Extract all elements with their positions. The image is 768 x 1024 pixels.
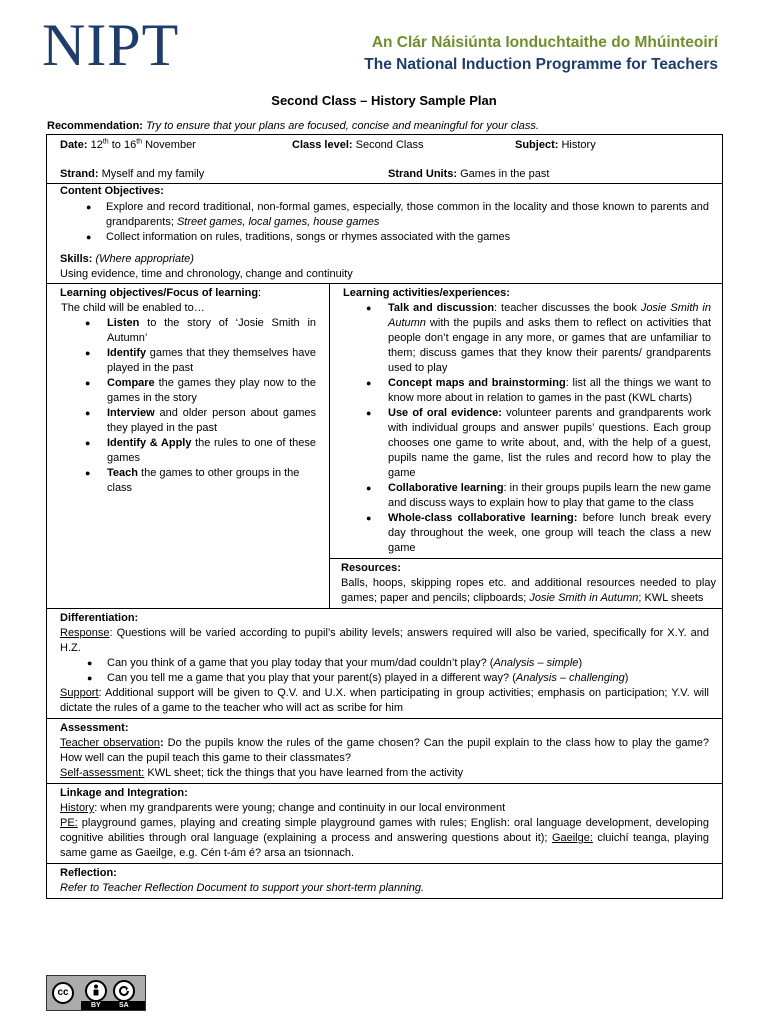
objective-text: Collect information on rules, traditions, songs or rhymes associated with the games — [106, 231, 511, 243]
gaeilge-text: cluichí teanga, playing same game as Gaeilge, e.g. Cén t-ám é? arsa an tsionnach. — [60, 832, 709, 859]
linkage-section — [47, 784, 722, 864]
info-section — [47, 135, 722, 184]
differentiation-label: Differentiation: — [60, 612, 139, 624]
objective-text: and older person about games they played in the past — [107, 407, 316, 434]
objective-verb: Interview — [107, 407, 155, 419]
date-month: November — [142, 139, 196, 151]
list-item — [60, 406, 316, 436]
strand-value: Myself and my family — [101, 168, 205, 180]
tagline-irish: An Clár Náisiúnta Ionduchtaithe do Mhúinteoirí — [371, 34, 718, 51]
info-row-2 — [60, 167, 709, 182]
learning-objectives-colon: : — [258, 287, 262, 299]
response-label: Response — [60, 627, 110, 639]
activities-list — [341, 301, 711, 556]
class-level-value: Second Class — [355, 139, 424, 151]
list-item — [60, 466, 316, 496]
skills-note: (Where appropriate) — [95, 253, 194, 265]
activity-title: Talk and discussion — [388, 302, 495, 314]
strand-label: Strand: — [60, 168, 99, 180]
page-title: Second Class – History Sample Plan — [271, 93, 497, 108]
resources-text-2: ; KWL sheets — [638, 592, 704, 604]
history-label: History — [60, 802, 95, 814]
strand-field — [60, 167, 204, 182]
person-icon — [85, 980, 107, 1002]
observation-text: Do the pupils know the rules of the game chosen? Can the pupil explain to the class how to play the game? How well can the pupil teach this game to their classmates? — [60, 737, 709, 764]
assessment-section — [47, 719, 722, 784]
resources-italic: Josie Smith in Autumn — [529, 592, 639, 604]
response-body: : Questions will be varied according to pupil’s ability levels; answers required will also be varied, specifically for X.Y. and H.Z. — [60, 627, 709, 654]
objective-italic: Street games, local games, house games — [176, 216, 380, 228]
reflection-text: Refer to Teacher Reflection Document to support your short-term planning. — [60, 882, 424, 894]
resources-cell — [330, 559, 722, 608]
list-item — [341, 406, 711, 481]
support-text — [60, 686, 709, 716]
list-item — [60, 376, 316, 406]
objective-text: games that they themselves have played in the past — [107, 347, 316, 374]
date-sup1: th — [102, 138, 109, 146]
objective-verb: Teach — [107, 467, 138, 479]
response-text — [60, 626, 709, 656]
info-row-1 — [60, 138, 709, 153]
history-link — [60, 801, 709, 816]
reflection-label: Reflection: — [60, 867, 117, 879]
activity-title: Whole-class collaborative learning: — [388, 512, 578, 524]
subject-value: History — [561, 139, 596, 151]
content-objectives-list — [60, 200, 709, 245]
activity-title: Collaborative learning — [388, 482, 504, 494]
activity-text: : in their groups pupils learn the new game and discuss ways to explain how to play that game to the class — [388, 482, 711, 509]
pe-label: PE: — [60, 817, 78, 829]
right-column — [330, 284, 722, 608]
content-objectives-label: Content Objectives: — [60, 185, 164, 197]
self-assessment-text: KWL sheet; tick the things that you have learned from the activity — [144, 767, 464, 779]
learning-section — [47, 284, 722, 609]
resources-label: Resources: — [341, 562, 401, 574]
reflection-section — [47, 864, 722, 898]
resources-text — [341, 576, 716, 606]
objective-text: the rules to one of these games — [107, 437, 316, 464]
plan-table — [46, 134, 723, 899]
support-label: Support — [60, 687, 99, 699]
assessment-label: Assessment: — [60, 722, 129, 734]
objective-verb: Identify — [107, 347, 147, 359]
list-item — [341, 376, 711, 406]
objective-verb: Compare — [107, 377, 155, 389]
activity-text: with the pupils and asks them to reflect on activities that people don’t engage in any more, or games that are unfamiliar to them; discuss games that they know their parents/ grandparents used to play — [388, 317, 711, 374]
cc-license-badge — [46, 975, 146, 1011]
learning-objectives-cell — [47, 284, 330, 608]
cc-icon: cc — [52, 982, 74, 1004]
nipt-logo: NIPT — [42, 12, 180, 78]
license-label-bar — [81, 1001, 145, 1010]
activity-text: before lunch break every day throughout the week, one group will teach the class a new game — [388, 512, 711, 554]
skills-line — [60, 252, 709, 267]
activity-text: : list all the things we want to know more about in relation to games in the past (KWL charts) — [388, 377, 711, 404]
date-label: Date: — [60, 139, 88, 151]
teacher-observation — [60, 736, 709, 766]
question-level: Analysis – challenging — [515, 672, 625, 684]
date-sup2: th — [136, 138, 143, 146]
self-assessment-label: Self-assessment: — [60, 767, 145, 779]
list-item — [341, 301, 711, 376]
pe-link — [60, 816, 709, 861]
objective-text: Explore and record traditional, non-formal games, especially, those common in the locality and those known to parents and grandparents; — [106, 201, 709, 228]
activities-label: Learning activities/experiences: — [343, 287, 510, 299]
activity-text: : teacher discusses the book — [494, 302, 641, 314]
question-end: ) — [578, 657, 583, 669]
objective-text: the games to other groups in the class — [107, 467, 300, 494]
objective-text: to the story of ‘Josie Smith in Autumn’ — [107, 317, 316, 344]
share-alike-icon — [113, 980, 135, 1002]
skills-text: Using evidence, time and chronology, change and continuity — [60, 268, 353, 280]
recommendation-text: Try to ensure that your plans are focused, concise and meaningful for your class. — [146, 120, 539, 132]
skills-label: Skills: — [60, 253, 93, 265]
page-header — [0, 0, 768, 90]
list-item — [60, 316, 316, 346]
strand-units-field — [388, 167, 549, 182]
list-item — [60, 671, 709, 686]
activity-italic: Josie Smith in Autumn — [388, 302, 711, 329]
objective-text: the games they play now to the games in the story — [107, 377, 316, 404]
learning-objectives-label: Learning objectives/Focus of learning — [60, 287, 259, 299]
question-level: Analysis – simple — [493, 657, 579, 669]
recommendation — [47, 119, 539, 133]
list-item — [60, 436, 316, 466]
activity-title: Use of oral evidence: — [388, 407, 502, 419]
date-field — [60, 138, 196, 153]
recommendation-label: Recommendation: — [47, 120, 143, 132]
observation-label: Teacher observation — [60, 737, 160, 749]
list-item — [60, 656, 709, 671]
list-item — [60, 346, 316, 376]
by-label: BY — [91, 1002, 101, 1009]
list-item — [341, 481, 711, 511]
question-text: Can you tell me a game that you play that your parent(s) played in a different way? ( — [107, 672, 516, 684]
subject-field — [515, 138, 596, 153]
tagline-english: The National Induction Programme for Teachers — [364, 56, 718, 73]
objective-verb: Identify & Apply — [107, 437, 192, 449]
pe-text: playground games, playing and creating simple playground games with rules; English: oral language development, developing cognitive abilities through oral language (explaining a process and answering questions about it); — [60, 817, 709, 844]
objective-verb: Listen — [107, 317, 140, 329]
content-objectives-section — [47, 184, 722, 284]
self-assessment — [60, 766, 709, 781]
gaeilge-label: Gaeilge: — [551, 832, 593, 844]
class-level-field — [292, 138, 423, 153]
list-item — [60, 230, 709, 245]
sa-label: SA — [119, 1002, 129, 1009]
date-day1: 12 — [90, 139, 103, 151]
learning-objectives-list — [60, 316, 316, 496]
resources-text-1: Balls, hoops, skipping ropes etc. and additional resources needed to play games; paper and pencils; clipboards; — [341, 577, 716, 604]
linkage-label: Linkage and Integration: — [60, 787, 188, 799]
question-text: Can you think of a game that you play today that your mum/dad couldn’t play? ( — [107, 657, 494, 669]
differentiation-questions — [60, 656, 709, 686]
differentiation-section — [47, 609, 722, 719]
activity-text: volunteer parents and grandparents work with individual groups and answer pupils’ questions. Each group chooses one game to write about, and, with the help of a guest, pupils name the game, list the rules and record how to play the game — [388, 407, 711, 479]
strand-units-label: Strand Units: — [388, 168, 458, 180]
history-text: : when my grandparents were young; change and continuity in our local environment — [94, 802, 506, 814]
support-body: : Additional support will be given to Q.V. and U.X. when participating in group activities; emphasis on participation; Y.V. will dictate the rules of a game to the teacher who will act as scribe for him — [60, 687, 709, 714]
learning-intro: The child will be enabled to… — [61, 302, 205, 314]
list-item — [60, 200, 709, 230]
list-item — [341, 511, 711, 556]
learning-activities-cell — [330, 284, 722, 559]
observation-colon: : — [159, 737, 164, 749]
date-to: to 16 — [108, 139, 137, 151]
class-level-label: Class level: — [292, 139, 353, 151]
strand-units-value: Games in the past — [460, 168, 550, 180]
subject-label: Subject: — [515, 139, 559, 151]
activity-title: Concept maps and brainstorming — [388, 377, 566, 389]
question-end: ) — [624, 672, 629, 684]
